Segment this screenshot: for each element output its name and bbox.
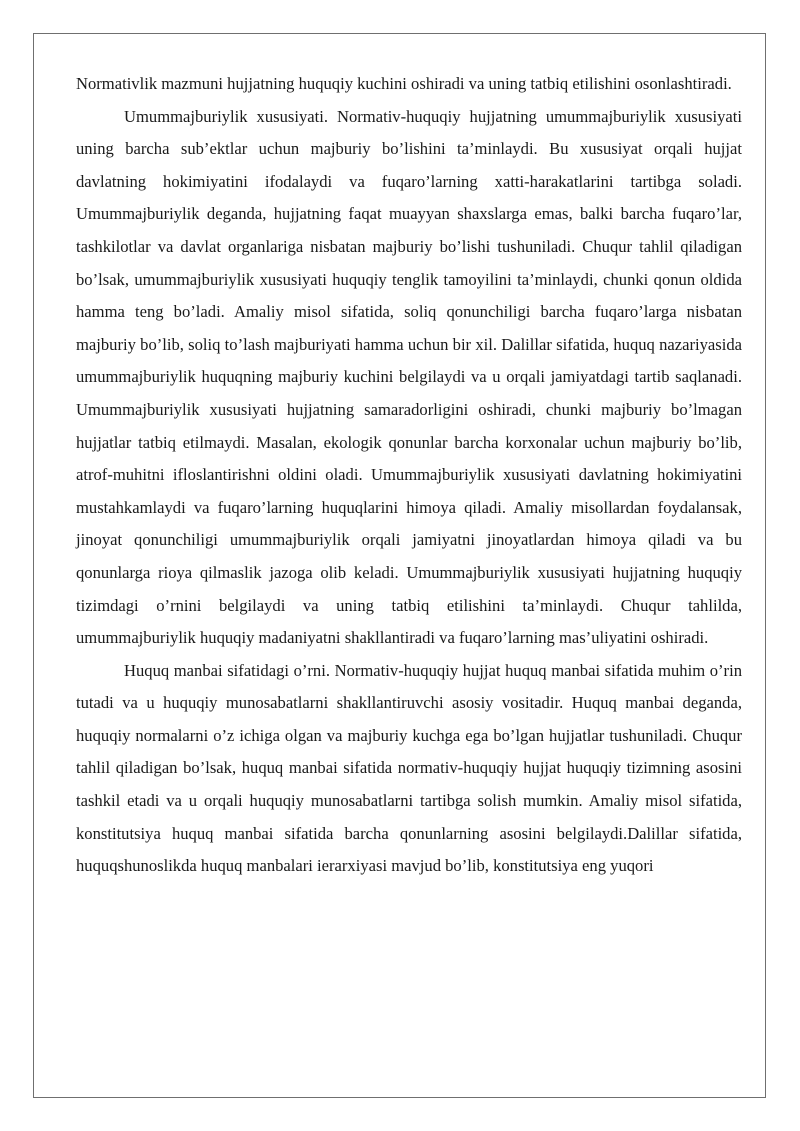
document-body <box>76 68 742 883</box>
paragraph-umummajburiylik: Umummajburiylik xususiyati. Normativ-huquqiy hujjatning umummajburiylik xususiyati uning barcha sub’ektlar uchun majburiy bo’lishini ta’minlaydi. Bu xususiyat orqali hujjat davlatning hokimiyatini ifodalaydi va fuqaro’larning xatti-harakatlarini tartibga soladi. Umummajburiylik deganda, hujjatning faqat muayyan shaxslarga emas, balki barcha fuqaro’lar, tashkilotlar va davlat organlariga nisbatan majburiy bo’lishi tushuniladi. Chuqur tahlil qiladigan bo’lsak, umummajburiylik xususiyati huquqiy tenglik tamoyilini ta’minlaydi, chunki qonun oldida hamma teng bo’ladi. Amaliy misol sifatida, soliq qonunchiligi barcha fuqaro’larga nisbatan majburiy bo’lib, soliq to’lash majburiyati hamma uchun bir xil. Dalillar sifatida, huquq nazariyasida umummajburiylik huquqning majburiy kuchini belgilaydi va u orqali jamiyatdagi tartib saqlanadi. Umummajburiylik xususiyati hujjatning samaradorligini oshiradi, chunki majburiy bo’lmagan hujjatlar tatbiq etilmaydi. Masalan, ekologik qonunlar barcha korxonalar uchun majburiy bo’lib, atrof-muhitni ifloslantirishni oldini oladi. Umummajburiylik xususiyati davlatning hokimiyatini mustahkamlaydi va fuqaro’larning huquqlarini himoya qiladi. Amaliy misollardan foydalansak, jinoyat qonunchiligi umummajburiylik orqali jamiyatni jinoyatlardan himoya qiladi va bu qonunlarga rioya qilmaslik jazoga olib keladi. Umummajburiylik xususiyati hujjatning huquqiy tizimdagi o’rnini belgilaydi va uning tatbiq etilishini ta’minlaydi. Chuqur tahlilda, umummajburiylik huquqiy madaniyatni shakllantiradi va fuqaro’larning mas’uliyatini oshiradi. <box>76 106 742 648</box>
paragraph-huquq-manbai: Huquq manbai sifatidagi o’rni. Normativ-huquqiy hujjat huquq manbai sifatida muhim o’rin tutadi va u huquqiy munosabatlarni shakllantiruvchi asosiy vositadir. Huquq manbai deganda, huquqiy normalarni o’z ichiga olgan va majburiy kuchga ega bo’lgan hujjatlar tushuniladi. Chuqur tahlil qiladigan bo’lsak, huquq manbai sifatida normativ-huquqiy hujjat huquqiy tizimning asosini tashkil etadi va u orqali huquqiy munosabatlarni tartibga solish mumkin. Amaliy misol sifatida, konstitutsiya huquq manbai sifatida barcha qonunlarning asosini belgilaydi.Dalillar sifatida, huquqshunoslikda huquq manbalari ierarxiyasi mavjud bo’lib, konstitutsiya eng yuqori <box>76 660 742 876</box>
paragraph-intro-continuation: Normativlik mazmuni hujjatning huquqiy kuchini oshiradi va uning tatbiq etilishini osonlashtiradi. <box>76 74 732 93</box>
